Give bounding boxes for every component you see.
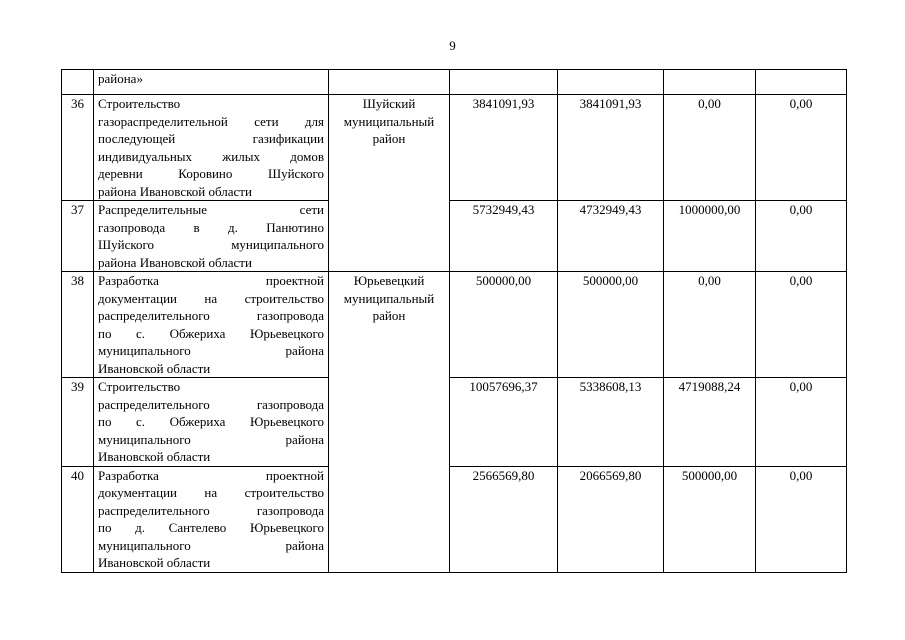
object-name-line: документации на строительство — [98, 485, 324, 500]
object-name-line: индивидуальных жилых домов — [98, 148, 324, 164]
page-number: 9 — [449, 38, 456, 53]
row-number-cell: 36 — [62, 95, 94, 201]
object-name-cell — [94, 95, 329, 201]
object-name-line: Шуйского муниципального — [98, 237, 324, 252]
table-row-continuation — [62, 70, 847, 95]
row-number-cell: 39 — [62, 378, 94, 467]
amount-cell-2: 0,00 — [664, 272, 756, 378]
table-row — [62, 466, 847, 572]
object-name-line: муниципального района — [98, 431, 324, 447]
amount-cell-1: 5338608,13 — [558, 378, 664, 467]
total-amount-cell: 10057696,37 — [450, 378, 558, 467]
object-name-line: Разработка проектной — [98, 467, 324, 483]
object-name-line: муниципального района — [98, 537, 324, 553]
object-name-line: распределительного газопровода — [98, 308, 324, 323]
table-row — [62, 272, 847, 378]
budget-table — [61, 69, 847, 573]
amount-cell-2: 500000,00 — [664, 466, 756, 572]
object-name-cell — [94, 201, 329, 272]
amount-cell-2: 0,00 — [664, 95, 756, 201]
object-name-line: распределительного газопровода — [98, 502, 324, 518]
object-name-line: муниципального района — [98, 343, 324, 358]
object-name-line: газораспределительной сети для — [98, 113, 324, 129]
object-name-cell — [94, 466, 329, 572]
amount-cell-3: 0,00 — [756, 272, 847, 378]
object-name-cell — [94, 272, 329, 378]
total-amount-cell: 3841091,93 — [450, 95, 558, 201]
object-name-line: района» — [98, 71, 143, 86]
empty-cell — [558, 70, 664, 95]
row-number-cell — [62, 70, 94, 95]
object-name-line: деревни Коровино Шуйского — [98, 166, 324, 181]
row-number-cell: 40 — [62, 466, 94, 572]
object-name-line: Ивановской области — [98, 555, 211, 570]
table-body — [62, 70, 847, 573]
amount-cell-3: 0,00 — [756, 201, 847, 272]
row-number-cell: 37 — [62, 201, 94, 272]
object-name-line: Распределительные сети — [98, 202, 324, 217]
object-name-line: документации на строительство — [98, 290, 324, 306]
object-name-line: по с. Обжериха Юрьевецкого — [98, 325, 324, 341]
object-name-line: газопровода в д. Панютино — [98, 219, 324, 235]
amount-cell-1: 4732949,43 — [558, 201, 664, 272]
empty-cell — [664, 70, 756, 95]
district-cell: Шуйский муниципальный район — [329, 95, 450, 272]
object-name-cell — [94, 70, 329, 95]
amount-cell-3: 0,00 — [756, 466, 847, 572]
empty-cell — [450, 70, 558, 95]
object-name-line: по с. Обжериха Юрьевецкого — [98, 414, 324, 429]
object-name-line: Строительство — [98, 96, 181, 111]
object-name-line: по д. Сантелево Юрьевецкого — [98, 520, 324, 535]
table-row — [62, 201, 847, 272]
total-amount-cell: 500000,00 — [450, 272, 558, 378]
total-amount-cell: 5732949,43 — [450, 201, 558, 272]
object-name-line: распределительного газопровода — [98, 396, 324, 412]
empty-cell — [756, 70, 847, 95]
object-name-line: Ивановской области — [98, 449, 211, 464]
row-number-cell: 38 — [62, 272, 94, 378]
amount-cell-1: 500000,00 — [558, 272, 664, 378]
amount-cell-1: 3841091,93 — [558, 95, 664, 201]
empty-cell — [329, 70, 450, 95]
table-row — [62, 95, 847, 201]
district-cell: Юрьевецкий муниципальный район — [329, 272, 450, 573]
object-name-cell — [94, 378, 329, 467]
amount-cell-2: 1000000,00 — [664, 201, 756, 272]
object-name-line: района Ивановской области — [98, 254, 252, 270]
table-row — [62, 378, 847, 467]
object-name-line: Разработка проектной — [98, 273, 324, 288]
total-amount-cell: 2566569,80 — [450, 466, 558, 572]
object-name-line: Ивановской области — [98, 360, 211, 376]
object-name-line: последующей газификации — [98, 131, 324, 146]
amount-cell-1: 2066569,80 — [558, 466, 664, 572]
amount-cell-3: 0,00 — [756, 378, 847, 467]
object-name-line: района Ивановской области — [98, 183, 252, 199]
object-name-line: Строительство — [98, 379, 181, 394]
amount-cell-2: 4719088,24 — [664, 378, 756, 467]
amount-cell-3: 0,00 — [756, 95, 847, 201]
